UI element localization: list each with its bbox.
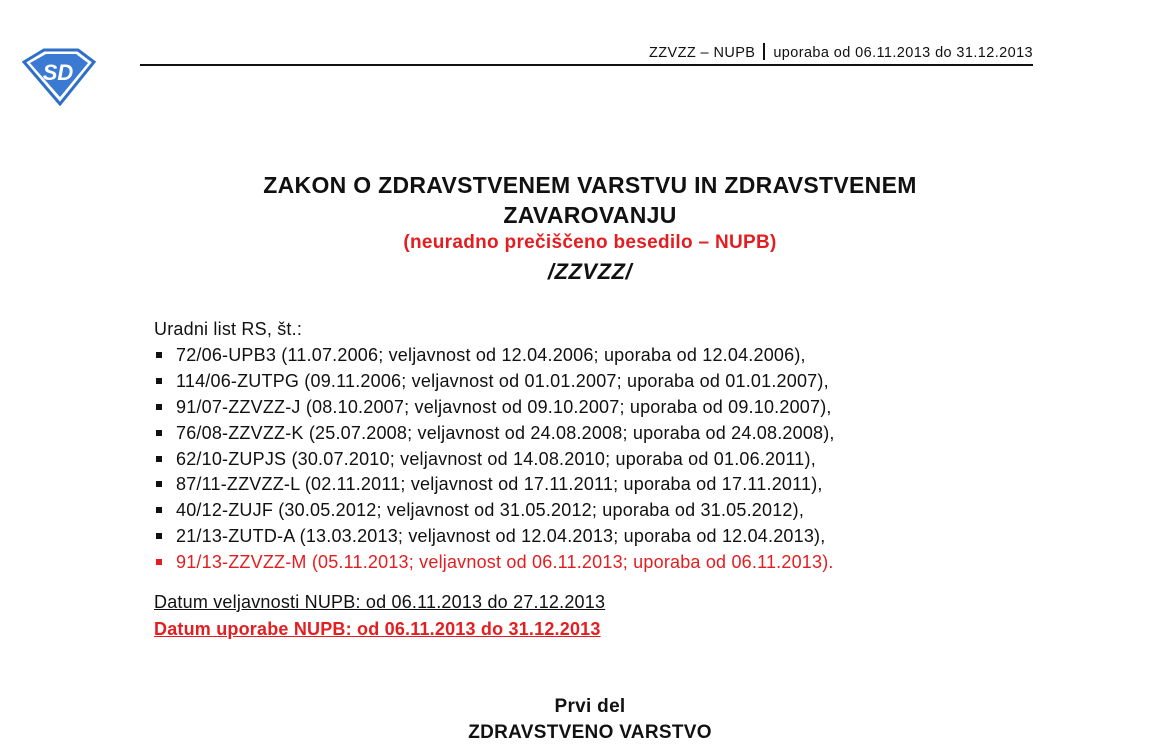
gazette-item-text: 114/06-ZUTPG (09.11.2006; veljavnost od 01.01.2007; uporaba od 01.01.2007),	[176, 370, 829, 391]
gazette-item-text: 87/11-ZZVZZ-L (02.11.2011; veljavnost od 17.11.2011; uporaba od 17.11.2011),	[176, 474, 823, 495]
gazette-item-text: 76/08-ZZVZZ-K (25.07.2008; veljavnost od 24.08.2008; uporaba od 24.08.2008),	[176, 422, 835, 443]
bullet-icon	[156, 404, 162, 410]
gazette-list-item	[154, 524, 835, 550]
bullet-icon	[156, 352, 162, 358]
bullet-icon	[156, 430, 162, 436]
header-use-period: uporaba od 06.11.2013 do 31.12.2013	[773, 45, 1033, 61]
gazette-list-item	[154, 550, 835, 576]
validity-date: Datum veljavnosti NUPB: od 06.11.2013 do 27.12.2013	[154, 592, 606, 612]
use-date: Datum uporabe NUPB: od 06.11.2013 do 31.12.2013	[154, 619, 601, 639]
shield-sd-logo-icon	[22, 48, 96, 106]
bullet-icon	[156, 481, 162, 487]
header-rule	[140, 64, 1033, 66]
part-number: Prvi del	[554, 696, 626, 717]
part-title: ZDRAVSTVENO VARSTVO	[468, 722, 712, 743]
gazette-list-item	[154, 498, 835, 524]
bullet-icon	[156, 378, 162, 384]
gazette-label: Uradni list RS, št.:	[154, 319, 303, 339]
gazette-item-text: 62/10-ZUPJS (30.07.2010; veljavnost od 14.08.2010; uporaba od 01.06.2011),	[176, 448, 816, 469]
running-header	[140, 43, 1033, 61]
gazette-list	[154, 343, 835, 576]
gazette-item-text: 91/13-ZZVZZ-M (05.11.2013; veljavnost od 06.11.2013; uporaba od 06.11.2013).	[176, 552, 834, 573]
gazette-list-item	[154, 447, 835, 473]
title-line-1: ZAKON O ZDRAVSTVENEM VARSTVU IN ZDRAVSTVENEM	[263, 172, 917, 198]
gazette-item-text: 40/12-ZUJF (30.05.2012; veljavnost od 31.05.2012; uporaba od 31.05.2012),	[176, 500, 805, 521]
gazette-item-text: 21/13-ZUTD-A (13.03.2013; veljavnost od 12.04.2013; uporaba od 12.04.2013),	[176, 526, 826, 547]
bullet-icon	[156, 559, 162, 565]
gazette-list-item	[154, 343, 835, 369]
header-separator	[763, 43, 765, 60]
header-law-abbreviation: ZZVZZ – NUPB	[649, 45, 756, 61]
logo-text: SD	[42, 60, 74, 85]
gazette-list-item	[154, 369, 835, 395]
gazette-item-text: 72/06-UPB3 (11.07.2006; veljavnost od 12.04.2006; uporaba od 12.04.2006),	[176, 345, 806, 365]
title-line-2: ZAVAROVANJU	[503, 202, 677, 228]
bullet-icon	[156, 507, 162, 513]
gazette-list-item	[154, 421, 835, 447]
law-abbreviation: /ZZVZZ/	[547, 259, 633, 284]
document-title	[150, 170, 1030, 230]
document-subtitle: (neuradno prečiščeno besedilo – NUPB)	[403, 232, 777, 253]
gazette-item-text: 91/07-ZZVZZ-J (08.10.2007; veljavnost od 09.10.2007; uporaba od 09.10.2007),	[176, 396, 832, 417]
gazette-list-item	[154, 472, 835, 498]
gazette-list-item	[154, 395, 835, 421]
bullet-icon	[156, 456, 162, 462]
bullet-icon	[156, 533, 162, 539]
